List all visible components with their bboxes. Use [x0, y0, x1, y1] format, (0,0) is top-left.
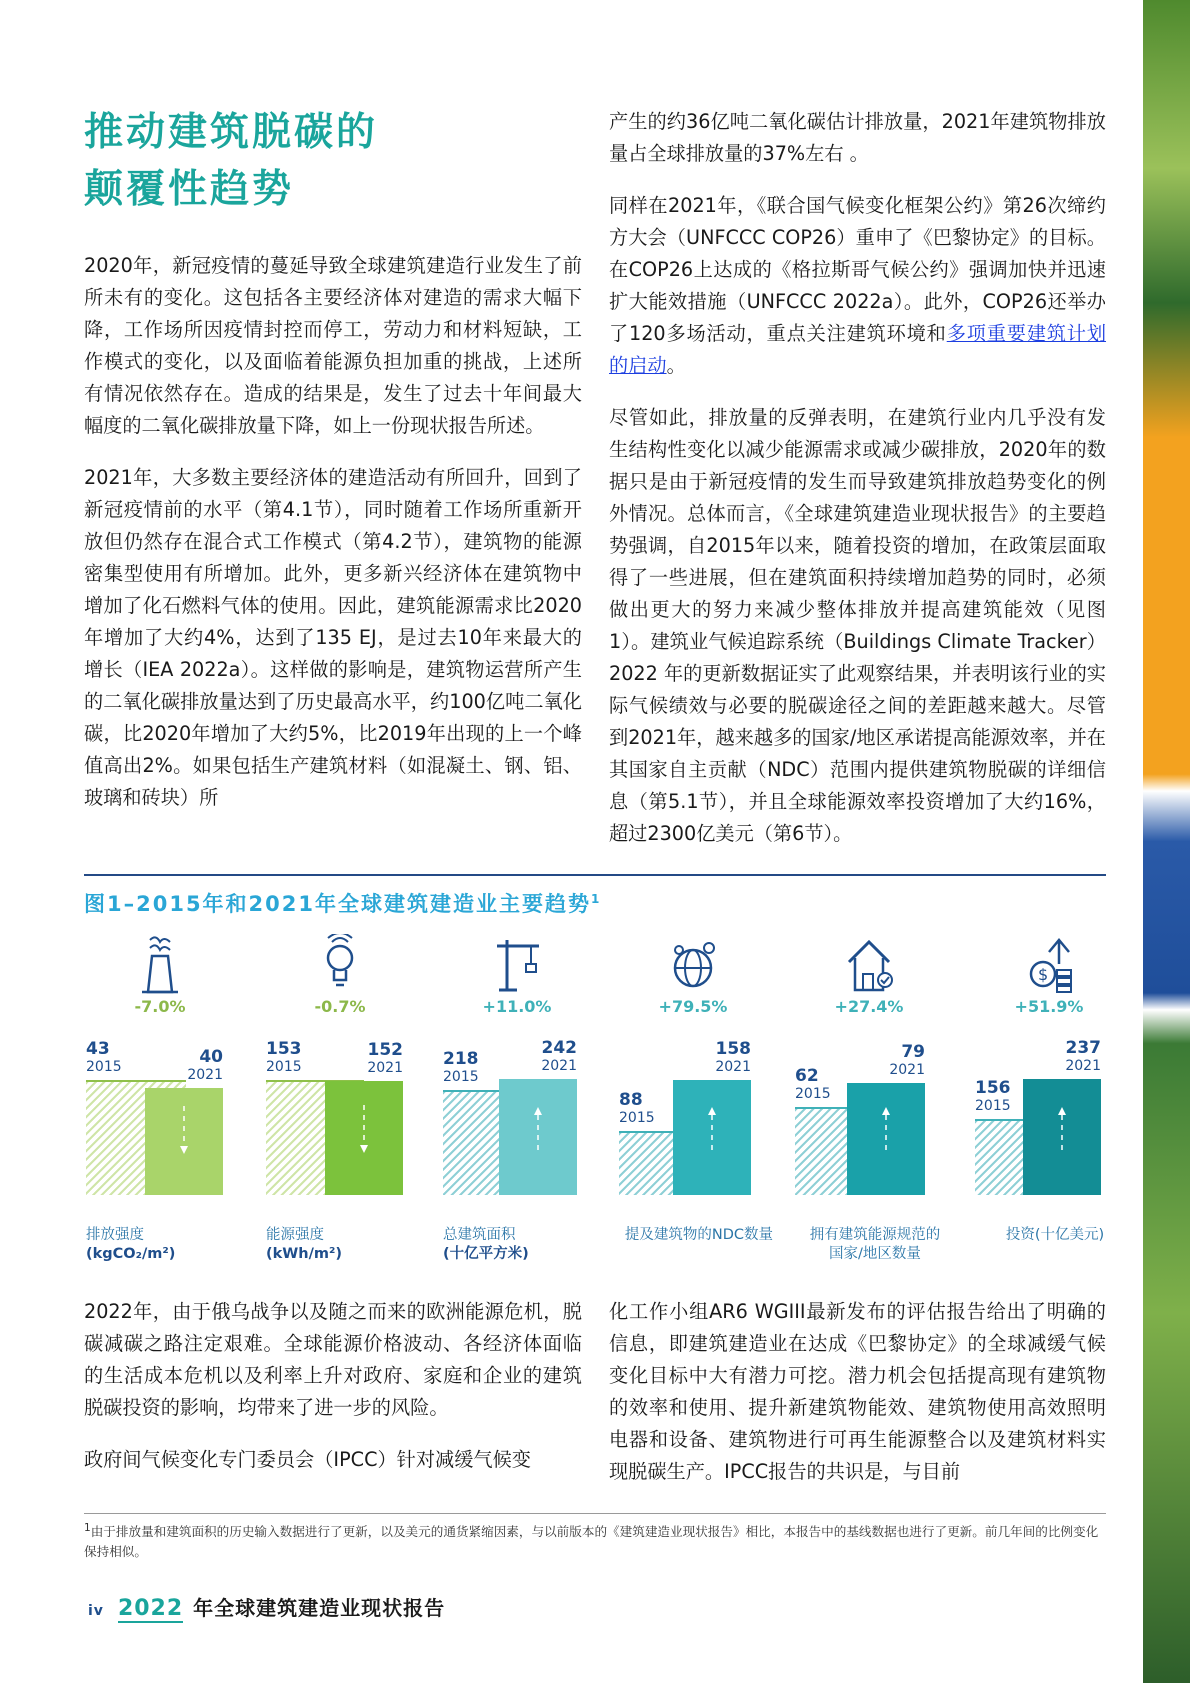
year-2021-label: 2021 [187, 1067, 223, 1083]
up-arrow-icon [533, 1105, 543, 1155]
value-2015: 43 [86, 1039, 110, 1059]
paragraph: 尽管如此，排放量的反弹表明，在建筑行业内几乎没有发生结构性变化以减少能源需求或减少碳排放，2020年的数据只是由于新冠疫情的发生而导致建筑排放趋势变化的例外情况。总体而言，《全球建筑建造业现状报告》的主要趋势强调，自2015年以来，随着投资的增加，在政策层面取得了一些进展，但在建筑面积持续增加趋势的同时，必须做出更大的努力来减少整体排放并提高建筑能效（见图1）。建筑业气候追踪系统（Buildings Climate Tracker）2022 年的更新数据证实了此观察结果，并表明该行业的实际气候绩效与必要的脱碳途径之间的差距越来越大。尽管到2021年，越来越多的国家/地区承诺提高能源效率，并在其国家自主贡献（NDC）范围内提供建筑物脱碳的详细信息（第5.1节），并且全球能源效率投资增加了大约16%，超过2300亿美元（第6节）。 [609, 406, 1106, 845]
paragraph: 2020年，新冠疫情的蔓延导致全球建筑建造行业发生了前所未有的变化。这包括各主要经济体对建造的需求大幅下降，工作场所因疫情封控而停工，劳动力和材料短缺，工作模式的变化，以及面临着能源负担加重的挑战，上述所有情况依然存在。造成的结果是，发生了过去十年间最大幅度的二氧化碳排放量下降，如上一份现状报告所述。 [84, 254, 582, 437]
value-2015: 153 [266, 1039, 302, 1059]
paragraph: 2022年，由于俄乌战争以及随之而来的欧洲能源危机，脱碳减碳之路注定艰难。全球能源价格波动、各经济体面临的生活成本危机以及利率上升对政府、家庭和企业的建筑脱碳投资的影响，均带来了进一步的风险。 [84, 1300, 582, 1419]
change-percent-label: +27.4% [834, 997, 904, 1016]
change-percent-label: +51.9% [1014, 997, 1084, 1016]
category-label [86, 1226, 256, 1264]
paragraph-text: 同样在2021年，《联合国气候变化框架公约》第26次缔约方大会（UNFCCC COP26）重申了《巴黎协定》的目标。在COP26上达成的《格拉斯哥气候公约》强调加快并迅速扩大能效措施（UNFCCC 2022a）。此外，COP26还举办了120多场活动，重点关注建筑环境和 [609, 194, 1106, 345]
svg-text:$: $ [1038, 965, 1049, 984]
building-initiatives-link[interactable]: 多项重要建筑计划的启动 [609, 322, 1107, 377]
change-percent-label: -7.0% [134, 997, 186, 1016]
figure-title [84, 888, 601, 918]
value-2021: 237 [1065, 1038, 1101, 1058]
year-2015-label: 2015 [619, 1110, 655, 1126]
value-2021: 40 [199, 1047, 223, 1067]
crane-icon [493, 934, 541, 998]
category-label [775, 1226, 975, 1264]
year-2015-label: 2015 [795, 1086, 831, 1102]
year-2015-label: 2015 [86, 1059, 122, 1075]
year-2021-label: 2021 [541, 1058, 577, 1074]
category-label [266, 1226, 436, 1264]
footnote-mark: 1 [84, 1522, 91, 1534]
category-label-line: 国家/地区数量 [829, 1246, 921, 1262]
page-number: iv [88, 1603, 104, 1619]
paragraph: 化工作小组AR6 WGIII最新发布的评估报告给出了明确的信息，即建筑建造业在达成《巴黎协定》的全球减缓气候变化目标中大有潜力可挖。潜力机会包括提高现有建筑物的效率和使用、提升新建筑物能效、建筑物使用高效照明电器和设备、建筑物进行可再生能源整合以及建筑材料实现脱碳生产。IPCC报告的共识是，与目前 [609, 1300, 1106, 1483]
category-label [443, 1226, 613, 1264]
category-label-line: 提及建筑物的NDC数量 [624, 1227, 774, 1243]
category-label-line: 排放强度 [86, 1227, 144, 1243]
page-title-line1: 推动建筑脱碳的 [84, 110, 379, 155]
house-check-icon [845, 934, 893, 998]
decorative-edge-strip [1143, 0, 1190, 1683]
down-arrow-icon [179, 1106, 189, 1156]
category-label-line: (kgCO₂/m²) [86, 1246, 176, 1262]
value-2021: 242 [541, 1038, 577, 1058]
value-2021: 79 [901, 1042, 925, 1062]
category-label [955, 1226, 1155, 1245]
paragraph: 2021年，大多数主要经济体的建造活动有所回升，回到了新冠疫情前的水平（第4.1节），同时随着工作场所重新开放但仍然存在混合式工作模式（第4.2节），建筑物的能源密集型使用有所增加。此外，更多新兴经济体在建筑物中增加了化石燃料气体的使用。因此，建筑能源需求比2020年增加了大约4%，达到了135 EJ，是过去10年来最大的增长（IEA 2022a）。这样做的影响是，建筑物运营所产生的二氧化碳排放量达到了历史最高水平，约100亿吨二氧化碳，比2020年增加了大约5%，比2019年出现的上一个峰值高出2%。如果包括生产建筑材料（如混凝土、钢、铝、玻璃和砖块）所 [84, 466, 582, 809]
page-title [84, 104, 514, 218]
value-2015: 156 [975, 1078, 1011, 1098]
paragraph-end: 。 [666, 354, 686, 377]
footnote-text: 由于排放量和建筑面积的历史输入数据进行了更新，以及美元的通货紧缩因素，与以前版本的《建筑建造业现状报告》相比，本报告中的基线数据也进行了更新。前几年间的比例变化保持相似。 [84, 1524, 1099, 1560]
change-percent-label: -0.7% [314, 997, 366, 1016]
up-arrow-icon [881, 1105, 891, 1155]
up-arrow-icon [1057, 1105, 1067, 1155]
value-2015: 88 [619, 1090, 643, 1110]
change-percent-label: +79.5% [658, 997, 728, 1016]
year-2015-label: 2015 [443, 1069, 479, 1085]
figure-title-text: 图1–2015年和2021年全球建筑建造业主要趋势 [84, 892, 592, 916]
category-label-line: 拥有建筑能源规范的 [809, 1227, 941, 1243]
figure-footnote-mark: 1 [591, 892, 602, 906]
globe-pins-icon [669, 934, 717, 998]
money-growth-icon [1025, 934, 1073, 998]
value-2021: 152 [367, 1040, 403, 1060]
year-2021-label: 2021 [367, 1060, 403, 1076]
value-2015: 62 [795, 1066, 819, 1086]
category-label-line: 能源强度 [266, 1227, 324, 1243]
category-label-line: 投资(十亿美元) [1005, 1227, 1105, 1243]
paragraph: 政府间气候变化专门委员会（IPCC）针对减缓气候变 [84, 1448, 531, 1471]
up-arrow-icon [707, 1105, 717, 1155]
category-label-line: 总建筑面积 [443, 1227, 516, 1243]
value-2015: 218 [443, 1049, 479, 1069]
figure-top-rule [84, 874, 1106, 876]
factory-chimney-icon [136, 934, 184, 998]
left-column-bottom [84, 1296, 582, 1496]
value-2021: 158 [715, 1039, 751, 1059]
footer-title: 年全球建筑建造业现状报告 [193, 1596, 446, 1620]
footer-year: 2022 [117, 1596, 184, 1621]
year-2021-label: 2021 [1065, 1058, 1101, 1074]
year-2015-label: 2015 [266, 1059, 302, 1075]
footnote-rule [84, 1513, 1106, 1514]
paragraph [609, 190, 1106, 382]
down-arrow-icon [359, 1105, 369, 1155]
footnote [84, 1518, 1106, 1562]
left-column-top [84, 250, 582, 834]
right-column-bottom [609, 1296, 1106, 1508]
lightbulb-icon [316, 934, 364, 998]
change-percent-label: +11.0% [482, 997, 552, 1016]
category-label [599, 1226, 799, 1245]
year-2021-label: 2021 [889, 1062, 925, 1078]
year-2021-label: 2021 [715, 1059, 751, 1075]
year-2015-label: 2015 [975, 1098, 1011, 1114]
paragraph: 产生的约36亿吨二氧化碳估计排放量，2021年建筑物排放量占全球排放量的37%左右 。 [609, 110, 1106, 165]
category-label-line: (kWh/m²) [266, 1246, 342, 1262]
category-label-line: (十亿平方米) [443, 1246, 529, 1262]
page-footer [88, 1592, 445, 1621]
page-title-line2: 颠覆性趋势 [84, 167, 295, 212]
right-column-top [609, 106, 1106, 870]
